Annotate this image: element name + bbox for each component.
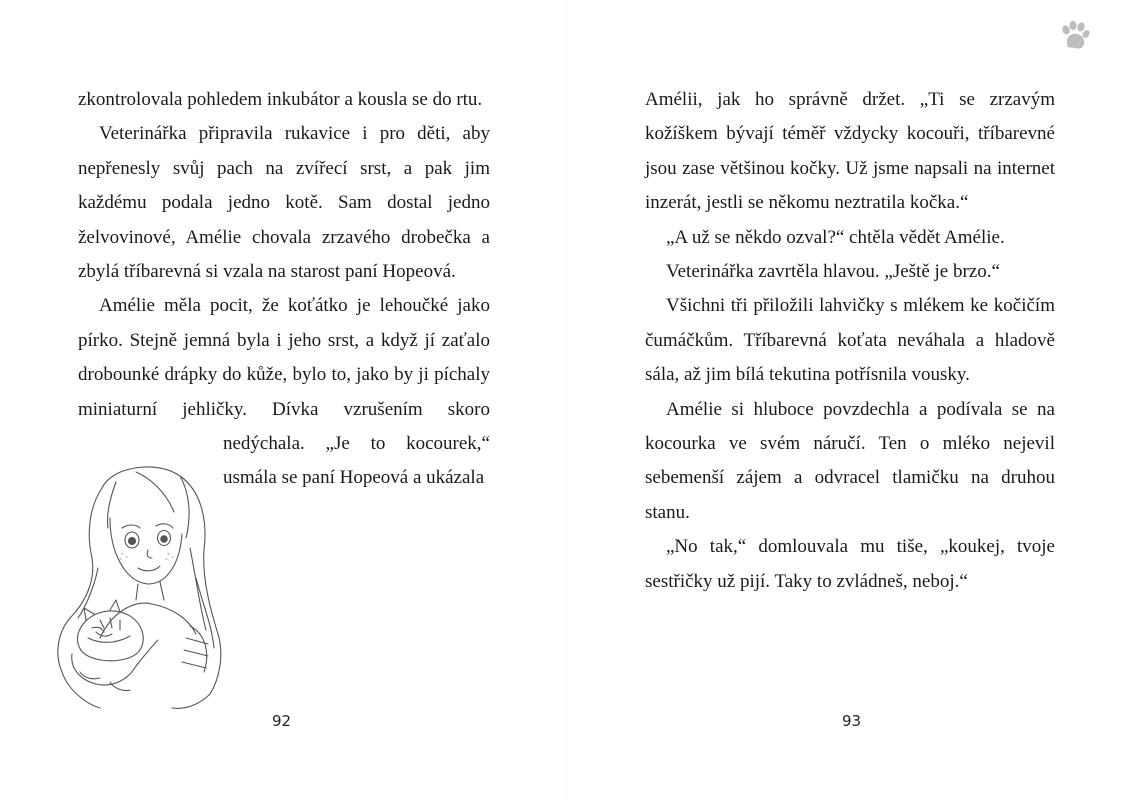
right-paragraph-4: Všichni tři přiložili lahvičky s mlékem ke kočičím čumáčkům. Tříbarevná koťata neváhala a hladově sála, až jim bílá tekutina potřísnila vousky. bbox=[645, 295, 1055, 386]
right-paragraph-3: Veterinářka zavrtěla hlavou. „Ještě je brzo.“ bbox=[666, 261, 1000, 283]
right-paragraph-6: „No tak,“ domlouvala mu tiše, „koukej, tvoje sestřičky už pijí. Taky to zvládneš, neboj.“ bbox=[645, 536, 1055, 592]
left-page bbox=[0, 0, 565, 800]
right-paragraph-2: „A už se někdo ozval?“ chtěla vědět Amélie. bbox=[666, 226, 1005, 248]
right-paragraph-1: Amélii, jak ho správně držet. „Ti se zrzavým kožíškem bývají téměř vždycky kocouři, tříbarevné jsou zase většinou kočky. Už jsme napsali na internet inzerát, jestli se někomu neztratila kočka.“ bbox=[645, 89, 1055, 214]
paw-print-shapes bbox=[1061, 21, 1091, 49]
girl-holding-kitten-illustration bbox=[40, 458, 240, 718]
paw-print-icon bbox=[1057, 18, 1093, 54]
right-page bbox=[567, 0, 1132, 800]
page-number-right: 93 bbox=[842, 712, 862, 730]
left-paragraph-2: Veterinářka připravila rukavice i pro děti, aby nepřenesly svůj pach na zvířecí srst, a pak jim každému podala jedno kotě. Sam dostal jedno želvovinové, Amélie chovala zrzavého drobečka a zbylá tříbarevná si vzala na starost paní Hopeová. bbox=[78, 123, 490, 283]
left-paragraph-1: zkontrolovala pohledem inkubátor a kousla se do rtu. bbox=[78, 89, 483, 110]
left-paragraph-3-text: Amélie měla pocit, že koťátko je lehoučké jako pírko. Stejně jemná byla i jeho srst, a když jí zaťalo drobounké drápky do kůže, bylo to, jako by ji píchaly miniaturní jehličky. Dívka vzrušením skoro nedýchala. „Je to kocourek,“ usmála se paní Hopeová a ukázala bbox=[78, 295, 490, 489]
page-number-left: 92 bbox=[272, 712, 292, 730]
right-paragraph-5: Amélie si hluboce povzdechla a podívala se na kocourka ve svém náručí. Ten o mléko nejevil sebemenší zájem a odvracel tlamičku na druhou stanu. bbox=[645, 398, 1055, 523]
right-page-text bbox=[645, 83, 1055, 599]
